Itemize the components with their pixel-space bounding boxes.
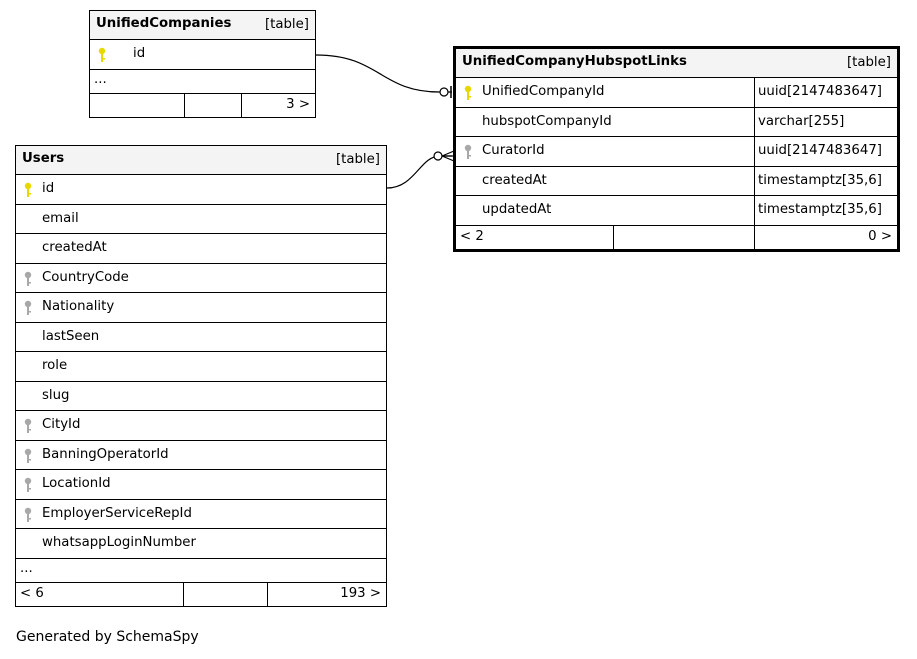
- column-name: CityId: [42, 417, 81, 432]
- footer-cell: [183, 583, 184, 606]
- table-header: [16, 146, 386, 175]
- column-row[interactable]: [456, 108, 897, 138]
- column-row[interactable]: [456, 78, 897, 108]
- table-name: Users: [22, 151, 65, 166]
- primary-key-icon: [463, 85, 473, 101]
- footer-cell: [267, 583, 268, 606]
- column-type: uuid[2147483647]: [754, 78, 882, 107]
- table-name: UnifiedCompanyHubspotLinks: [462, 54, 687, 69]
- table-users[interactable]: [15, 145, 387, 607]
- column-type: varchar[255]: [754, 108, 844, 137]
- table-footer: [90, 94, 315, 117]
- column-row[interactable]: [16, 234, 386, 264]
- foreign-key-icon: [23, 300, 33, 316]
- column-name: whatsappLoginNumber: [42, 535, 196, 550]
- column-row[interactable]: [456, 167, 897, 197]
- primary-key-icon: [23, 182, 33, 198]
- zero-many-marker: [434, 152, 442, 160]
- column-row[interactable]: [16, 441, 386, 471]
- more-columns: ...: [16, 559, 386, 583]
- footer-cell: [184, 94, 185, 117]
- generated-by-label: Generated by SchemaSpy: [16, 629, 199, 645]
- table-type: [table]: [335, 152, 380, 167]
- column-row[interactable]: [16, 500, 386, 530]
- column-name: Nationality: [42, 299, 115, 314]
- column-name: id: [42, 181, 55, 196]
- footer-cell: [613, 226, 614, 249]
- link-users-to-links: [387, 156, 452, 188]
- table-unifiedcompanyhubspotlinks[interactable]: [453, 46, 900, 252]
- column-name: updatedAt: [482, 202, 552, 217]
- column-name: lastSeen: [42, 328, 100, 344]
- column-list: [16, 175, 386, 559]
- column-name: UnifiedCompanyId: [482, 84, 605, 99]
- column-row[interactable]: [16, 411, 386, 441]
- column-row[interactable]: [16, 175, 386, 205]
- foreign-key-icon: [23, 448, 33, 464]
- column-name: hubspotCompanyId: [482, 113, 612, 129]
- column-row[interactable]: [456, 196, 897, 226]
- column-name: slug: [42, 387, 70, 403]
- column-row[interactable]: [16, 470, 386, 500]
- table-header: [90, 11, 315, 40]
- footer-cell: [754, 226, 755, 249]
- link-unifiedcompanies-to-links: [316, 55, 452, 92]
- column-row[interactable]: [16, 293, 386, 323]
- table-type: [table]: [264, 17, 309, 32]
- column-type: timestamptz[35,6]: [754, 167, 882, 196]
- column-name: id: [133, 46, 146, 61]
- footer-cell: [241, 94, 242, 117]
- column-row[interactable]: [16, 205, 386, 235]
- column-name: CuratorId: [482, 143, 545, 158]
- children-count[interactable]: 0 >: [868, 228, 892, 244]
- column-row[interactable]: [456, 137, 897, 167]
- column-row[interactable]: [16, 382, 386, 412]
- column-row[interactable]: [16, 264, 386, 294]
- column-list: [456, 78, 897, 226]
- primary-key-icon: [97, 47, 107, 63]
- more-columns: ...: [90, 70, 315, 94]
- children-count[interactable]: 193 >: [340, 585, 381, 601]
- column-name: createdAt: [482, 172, 547, 188]
- column-name: role: [42, 358, 68, 373]
- column-row[interactable]: [90, 40, 315, 70]
- parents-count[interactable]: < 2: [460, 228, 484, 244]
- table-unifiedcompanies[interactable]: [89, 10, 316, 118]
- column-type: timestamptz[35,6]: [754, 196, 882, 225]
- table-name: UnifiedCompanies: [96, 16, 232, 31]
- foreign-key-icon: [23, 418, 33, 434]
- foreign-key-icon: [23, 507, 33, 523]
- table-footer: [456, 226, 897, 249]
- table-type: [table]: [846, 55, 891, 70]
- column-row[interactable]: [16, 352, 386, 382]
- children-count[interactable]: 3 >: [286, 96, 310, 112]
- foreign-key-icon: [463, 144, 473, 160]
- parents-count[interactable]: < 6: [20, 585, 44, 601]
- column-list: [90, 40, 315, 70]
- column-name: EmployerServiceRepId: [42, 505, 192, 521]
- column-name: BanningOperatorId: [42, 446, 169, 462]
- foreign-key-icon: [23, 271, 33, 287]
- table-footer: [16, 583, 386, 606]
- column-type: uuid[2147483647]: [754, 137, 882, 166]
- column-name: createdAt: [42, 240, 107, 255]
- column-row[interactable]: [16, 323, 386, 353]
- column-name: LocationId: [42, 476, 111, 491]
- zero-one-marker: [440, 88, 448, 96]
- table-header: [456, 49, 897, 78]
- column-name: email: [42, 210, 79, 226]
- foreign-key-icon: [23, 477, 33, 493]
- column-name: CountryCode: [42, 269, 129, 285]
- column-row[interactable]: [16, 529, 386, 559]
